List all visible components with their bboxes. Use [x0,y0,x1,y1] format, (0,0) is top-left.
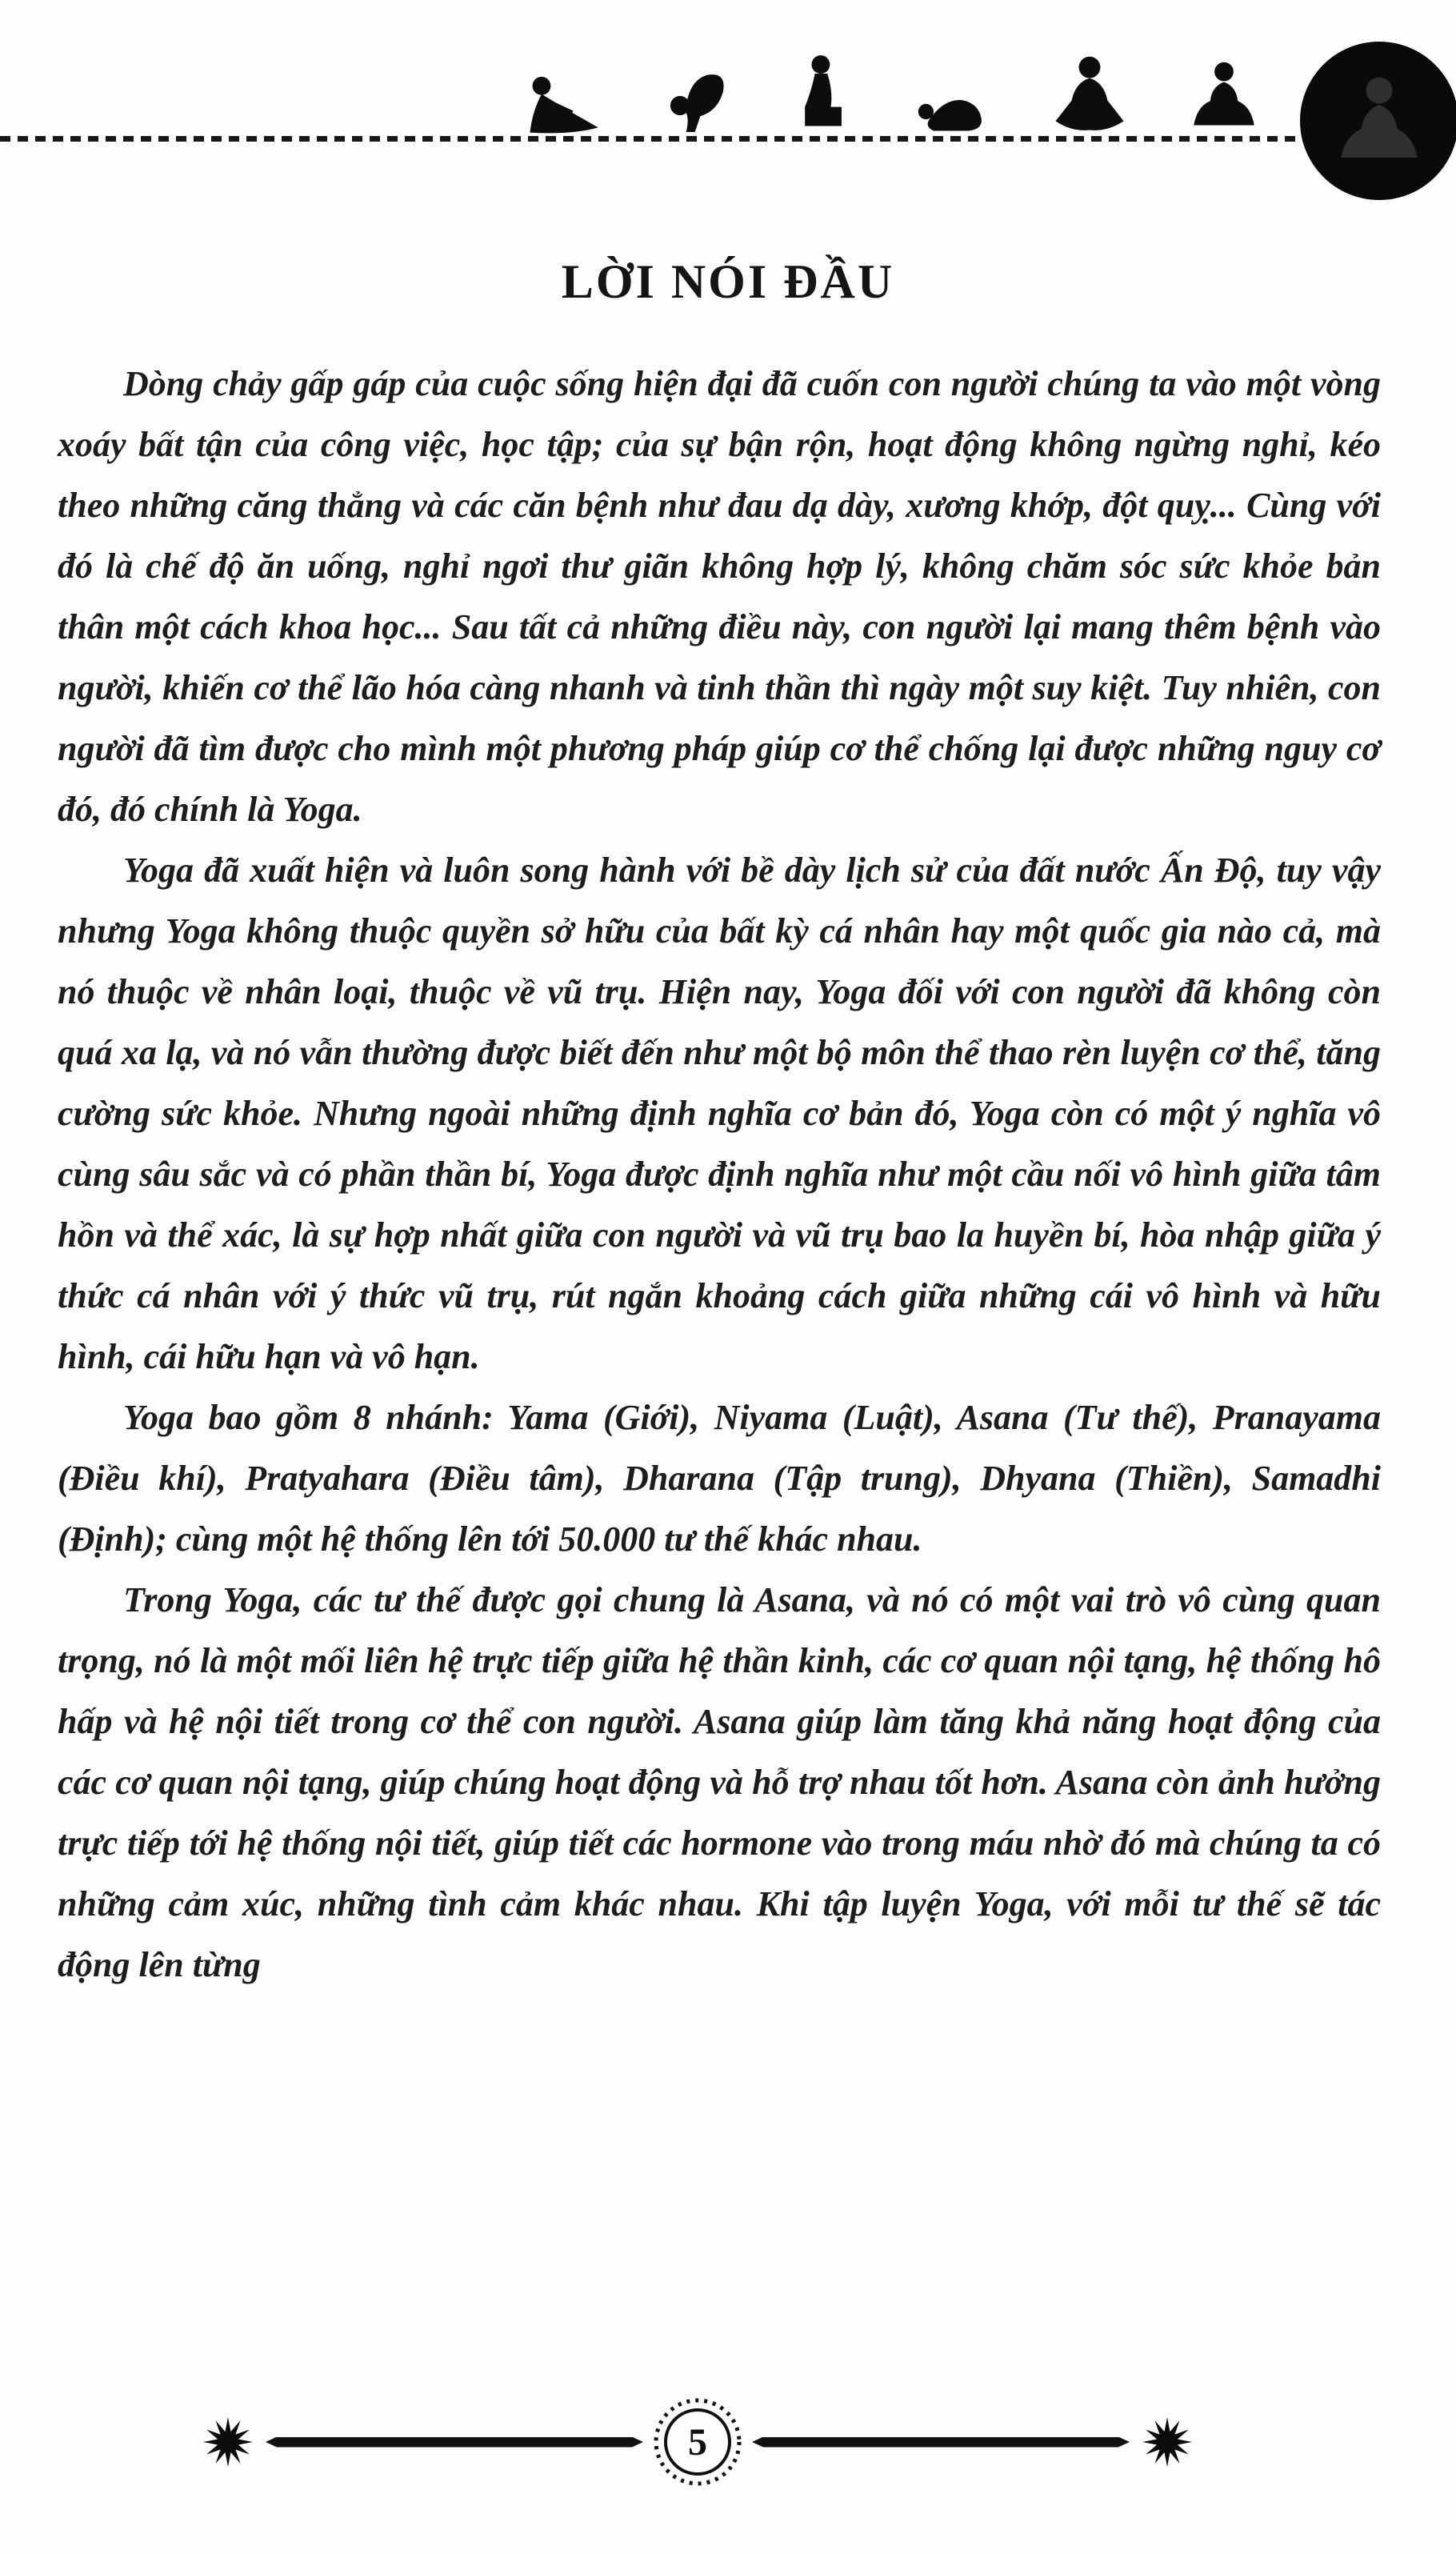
yoga-medallion [1300,42,1456,200]
preface-paragraph-3: Yoga bao gồm 8 nhánh: Yama (Giới), Niyama (Luật), Asana (Tư thế), Pranayama (Điều khí), Pratyahara (Điều tâm), Dharana (Tập trung), Dhyana (Thiền), Samadhi (Định); cùng một hệ thống lên tới 50.000 tư thế khác nhau. [58,1398,1381,1559]
lotus-pose-icon [1042,51,1137,141]
preface-paragraph-1: Dòng chảy gấp gáp của cuộc sống hiện đại đã cuốn con người chúng ta vào một vòng xoáy bất tận của công việc, học tập; của sự bận rộn, hoạt động không ngừng nghỉ, kéo theo những căng thẳng và các căn bệnh như đau dạ dày, xương khớp, đột quỵ... Cùng với đó là chế độ ăn uống, nghỉ ngơi thư giãn không hợp lý, không chăm sóc sức khỏe bản thân một cách khoa học... Sau tất cả những điều này, con người lại mang thêm bệnh vào người, khiến cơ thể lão hóa càng nhanh và tinh thần thì ngày một suy kiệt. Tuy nhiên, con người đã tìm được cho mình một phương pháp giúp cơ thể chống lại được những nguy cơ đó, đó chính là Yoga. [58,364,1381,829]
flower-burst-icon [1141,2416,1194,2468]
yoga-pose-icon-row [512,38,1272,141]
page-number: 5 [688,2420,707,2464]
seated-meditation-pose-icon [1176,54,1272,141]
footer-rule-right [752,2437,1130,2448]
hero-kneeling-pose-icon [781,46,864,141]
flower-burst-icon [202,2416,254,2468]
footer-rule-left [266,2437,643,2448]
seated-side-stretch-pose-icon [512,58,614,141]
childs-pose-icon [902,64,1003,141]
crow-pose-icon [654,53,742,141]
footer-ornament [202,2394,1194,2490]
page-number-medallion [651,2396,744,2488]
header-ornament-band [0,0,1456,208]
preface-paragraph-2: Yoga đã xuất hiện và luôn song hành với bề dày lịch sử của đất nước Ấn Độ, tuy vậy nhưng Yoga không thuộc quyền sở hữu của bất kỳ cá nhân hay một quốc gia nào cả, mà nó thuộc về nhân loại, thuộc về vũ trụ. Hiện nay, Yoga đối với con người đã không còn quá xa lạ, và nó vẫn thường được biết đến như một bộ môn thể thao rèn luyện cơ thể, tăng cường sức khỏe. Nhưng ngoài những định nghĩa cơ bản đó, Yoga còn có một ý nghĩa vô cùng sâu sắc và có phần thần bí, Yoga được định nghĩa như một cầu nối vô hình giữa tâm hồn và thể xác, là sự hợp nhất giữa con người và vũ trụ bao la huyền bí, hòa nhập giữa ý thức cá nhân với ý thức vũ trụ, rút ngắn khoảng cách giữa những cái vô hình và hữu hình, cái hữu hạn và vô hạn. [58,851,1381,1376]
preface-paragraph-4: Trong Yoga, các tư thế được gọi chung là Asana, và nó có một vai trò vô cùng quan trọng, nó là một mối liên hệ trực tiếp giữa hệ thần kinh, các cơ quan nội tạng, hệ thống hô hấp và hệ nội tiết trong cơ thể con người. Asana giúp làm tăng khả năng hoạt động của các cơ quan nội tạng, giúp chúng hoạt động và hỗ trợ nhau tốt hơn. Asana còn ảnh hưởng trực tiếp tới hệ thống nội tiết, giúp tiết các hormone vào trong máu nhờ đó mà chúng ta có những cảm xúc, những tình cảm khác nhau. Khi tập luyện Yoga, với mỗi tư thế sẽ tác động lên từng [58,1580,1381,1984]
preface-body [58,354,1381,1996]
meditating-figure-icon [1319,59,1439,183]
page-title: LỜI NÓI ĐẦU [561,255,895,308]
dashed-divider-line [0,136,1456,142]
